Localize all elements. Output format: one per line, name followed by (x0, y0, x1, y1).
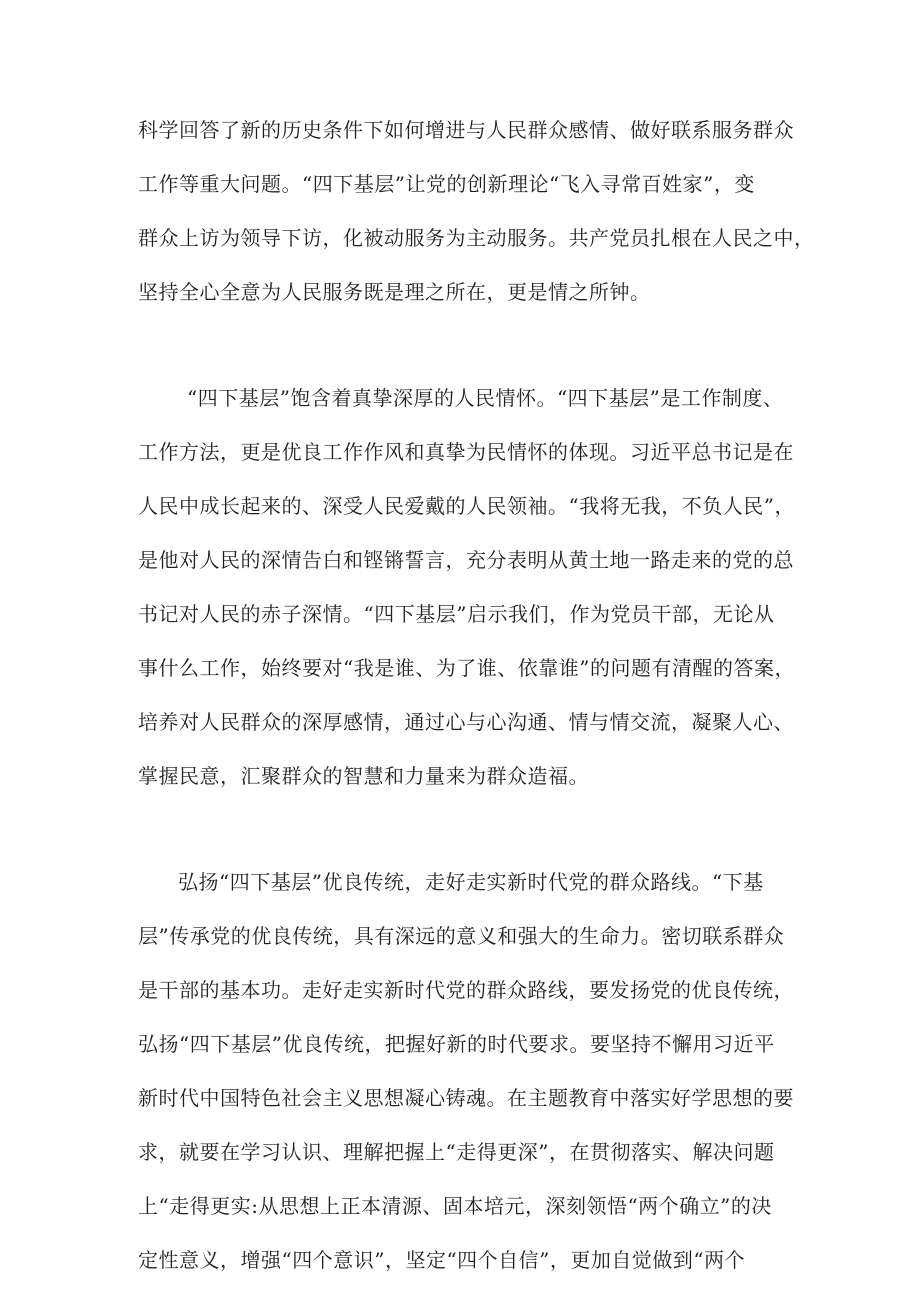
paragraph-2-line-3: 人民中成长起来的、深受人民爱戴的人民领袖。“我将无我，不负人民”， (138, 494, 795, 518)
paragraph-3-line-5: 新时代中国特色社会主义思想凝心铸魂。在主题教育中落实好学思想的要 (138, 1086, 794, 1110)
paragraph-2-line-6: 事什么工作，始终要对“我是谁、为了谁、依靠谁”的问题有清醒的答案， (138, 656, 795, 680)
paragraph-2-line-8: 掌握民意，汇聚群众的智慧和力量来为群众造福。 (138, 764, 589, 788)
paragraph-3-line-4: 弘扬“四下基层”优良传统，把握好新的时代要求。要坚持不懈用习近平 (138, 1032, 775, 1056)
paragraph-1-line-4: 坚持全心全意为人民服务既是理之所在，更是情之所钟。 (138, 280, 651, 304)
paragraph-2-line-2: 工作方法，更是优良工作作风和真挚为民情怀的体现。习近平总书记是在 (138, 440, 794, 464)
paragraph-3-line-6: 求，就要在学习认识、理解把握上“走得更深”，在贯彻落实、解决问题 (138, 1140, 775, 1164)
paragraph-3-line-3: 是干部的基本功。走好走实新时代党的群众路线，要发扬党的优良传统， (138, 978, 794, 1002)
paragraph-3-line-8: 定性意义，增强“四个意识”，坚定“四个自信”，更加自觉做到“两个 (138, 1248, 746, 1272)
paragraph-2-line-4: 是他对人民的深情告白和铿锵誓言，充分表明从黄土地一路走来的党的总 (138, 548, 794, 572)
paragraph-1-line-3: 群众上访为领导下访，化被动服务为主动服务。共产党员扎根在人民之中， (138, 226, 815, 250)
paragraph-3-line-1: 弘扬“四下基层”优良传统，走好走实新时代党的群众路线。“下基 (178, 870, 764, 894)
paragraph-3-line-7: 上“走得更实:从思想上正本清源、固本培元，深刻领悟“两个确立”的决 (138, 1194, 772, 1218)
paragraph-1-line-1: 科学回答了新的历史条件下如何增进与人民群众感情、做好联系服务群众 (138, 118, 794, 142)
paragraph-2-line-7: 培养对人民群众的深厚感情，通过心与心沟通、情与情交流，凝聚人心、 (138, 710, 794, 734)
paragraph-2-line-5: 书记对人民的赤子深情。“四下基层”启示我们，作为党员干部，无论从 (138, 602, 775, 626)
paragraph-2-line-1: “四下基层”饱含着真挚深厚的人民情怀。“四下基层”是工作制度、 (187, 386, 784, 410)
paragraph-1-line-2: 工作等重大问题。“四下基层”让党的创新理论“飞入寻常百姓家”，变 (138, 172, 755, 196)
paragraph-3-line-2: 层”传承党的优良传统，具有深远的意义和强大的生命力。密切联系群众 (138, 924, 785, 948)
